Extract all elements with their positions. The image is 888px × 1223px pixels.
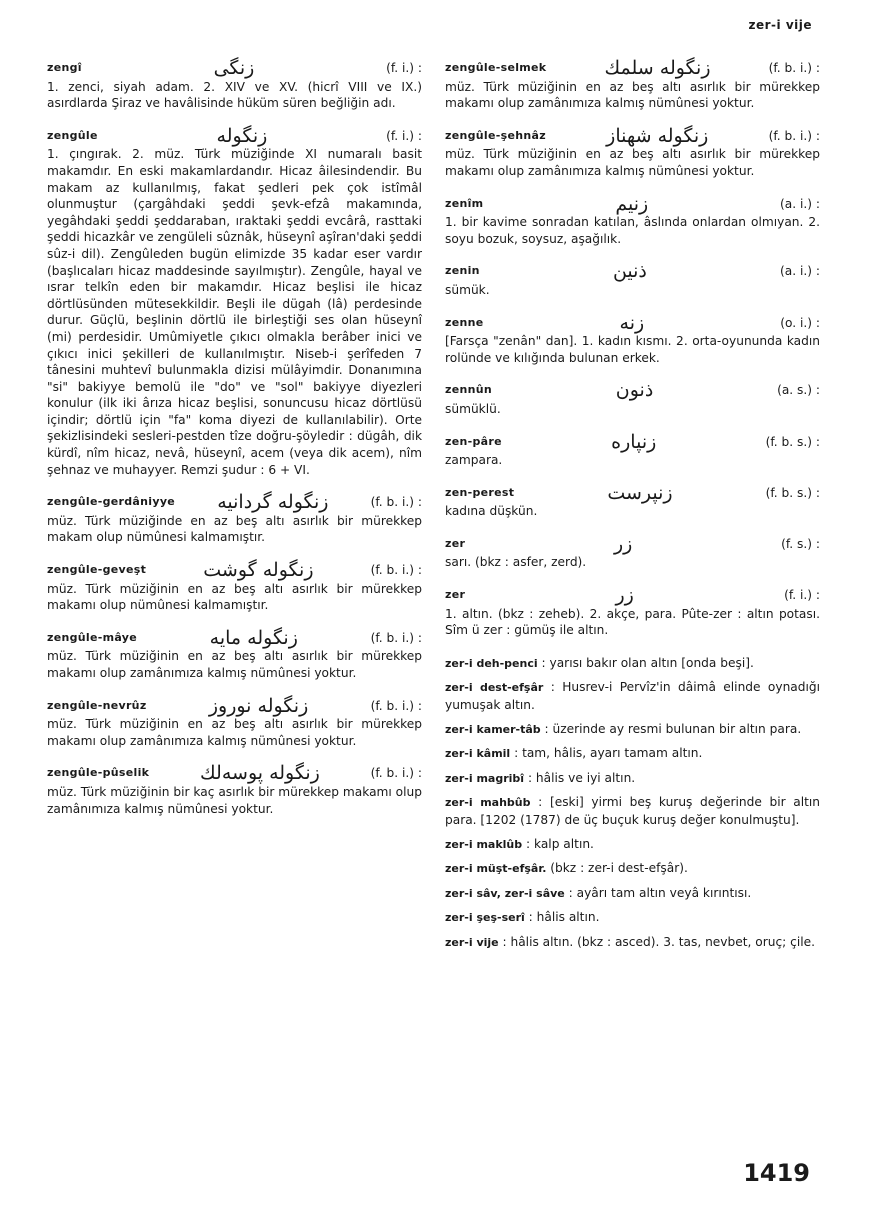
entry-headline (445, 532, 820, 555)
entry-headline (445, 379, 820, 402)
arabic-script: زنه (619, 311, 645, 334)
grammar-tag: (f. b. i.) : (370, 563, 422, 578)
definition: müz. Türk müziğinde en az beş altı asırlık bir mürekkep makam olup nümûnesi kalmamıştır. (47, 513, 422, 545)
entry-headline (445, 481, 820, 504)
dictionary-entry (445, 532, 820, 571)
dictionary-entry (445, 124, 820, 180)
grammar-tag: (f. b. i.) : (370, 495, 422, 510)
entry-headline (445, 124, 820, 147)
entry-headline (47, 694, 422, 717)
headword: zer (445, 588, 466, 602)
headword: zengûle-mâye (47, 630, 137, 644)
arabic-script: زنگوله (216, 124, 268, 147)
dictionary-entry (445, 860, 820, 878)
definition: müz. Türk müziğinin en az beş altı asırlık bir mürekkep makamı olup zamânımıza kalmış nümûnesi yoktur. (445, 147, 820, 178)
dictionary-entry (47, 491, 422, 546)
definition: hâlis ve iyi altın. (535, 770, 636, 785)
headword: zenin (445, 264, 480, 278)
dictionary-entry (445, 934, 820, 952)
entry-headline (445, 192, 820, 215)
definition: sarı. (bkz : asfer, zerd). (445, 555, 587, 570)
definition: ayârı tam altın veyâ kırıntısı. (576, 885, 752, 900)
definition: sümük. (445, 282, 490, 297)
definition: zampara. (445, 453, 503, 468)
definition: müz. Türk müziğinin en az beş altı asırlık bir mürekkep makamı olup zamânımıza kalmış nümûnesi yoktur. (445, 79, 820, 111)
headword: zengûle (47, 128, 98, 142)
definition: yarısı bakır olan altın [onda beşi]. (549, 655, 754, 670)
headword: zer-i deh-penci (445, 656, 538, 670)
dictionary-entry (445, 794, 820, 828)
arabic-script: زنگوله شهناز (606, 124, 709, 147)
arabic-script: زر (613, 532, 633, 555)
arabic-script: زنگوله گوشت (203, 559, 314, 582)
definition: tam, hâlis, ayarı tamam altın. (522, 746, 703, 761)
dictionary-entry (47, 559, 422, 614)
running-head: zer-i vije (748, 18, 812, 32)
grammar-tag: (f. b. i.) : (768, 61, 820, 75)
dictionary-entry (47, 762, 422, 817)
headword: zengûle-geveşt (47, 563, 147, 577)
headword: zengûle-selmek (445, 61, 547, 74)
headword: zer-i maklûb (445, 837, 523, 851)
grammar-tag: (f. i.) : (386, 128, 422, 143)
definition: [Farsça "zenân" dan]. 1. kadın kısmı. 2. orta-oyununda kadın rolünde ve kılığında bulunan erkek. (445, 334, 820, 365)
definition: kadına düşkün. (445, 504, 538, 519)
headword: zer (445, 536, 466, 550)
arabic-script: ذنون (615, 379, 654, 402)
dictionary-entry (445, 481, 820, 520)
grammar-tag: : (527, 770, 533, 785)
headword: zengûle-gerdâniyye (47, 495, 176, 509)
grammar-tag: (a. s.) : (777, 383, 820, 398)
entry-headline (445, 584, 820, 607)
entry-headline (445, 57, 820, 79)
dictionary-entry (445, 721, 820, 739)
entry-headline (445, 430, 820, 453)
headword: zer-i dest-efşâr (445, 681, 544, 695)
grammar-tag: : (514, 746, 519, 761)
arabic-script: زنگی (213, 57, 255, 79)
entry-headline (47, 762, 422, 785)
dictionary-entry (445, 909, 820, 927)
dictionary-entry (445, 192, 820, 248)
definition: üzerinde ay resmi bulunan bir altın para. (552, 721, 802, 736)
headword: zen-perest (445, 485, 515, 499)
definition: hâlis altın. (bkz : asced). 3. tas, nevbet, oruç; çile. (510, 934, 815, 949)
arabic-script: زر (615, 584, 634, 607)
definition: kalp altın. (534, 836, 594, 851)
grammar-tag: (f. b. i.) : (370, 698, 422, 713)
dictionary-entry (445, 770, 820, 788)
grammar-tag: : (568, 885, 573, 900)
right-column (445, 57, 821, 959)
dictionary-entry (47, 694, 422, 750)
left-column (47, 57, 422, 833)
definition: müz. Türk müziğinin en az beş altı asırlık bir mürekkep makamı olup zamânımıza kalmış nümûnesi yoktur. (47, 649, 422, 680)
entry-headline (47, 491, 422, 514)
definition: müz. Türk müziğinin bir kaç asırlık bir mürekkep makamı olup zamânımıza kalmış nümûnesi yoktur. (47, 784, 422, 816)
dictionary-entry (445, 260, 820, 298)
headword: zer-i kamer-tâb (445, 722, 541, 736)
grammar-tag: (a. i.) : (780, 196, 820, 211)
dictionary-entry (445, 379, 820, 417)
headword: zenîm (445, 196, 484, 210)
headword: zengûle-şehnâz (445, 128, 546, 142)
definition: (bkz : zer-i dest-efşâr). (550, 861, 688, 876)
headword: zer-i müşt-efşâr. (445, 862, 547, 876)
dictionary-entry (445, 311, 820, 367)
arabic-script: زنگوله نوروز (208, 694, 309, 717)
dictionary-entry (445, 57, 820, 112)
grammar-tag: (f. i.) : (784, 588, 820, 603)
entry-headline (445, 311, 820, 334)
grammar-tag: : (550, 680, 555, 695)
dictionary-entry (445, 885, 820, 903)
arabic-script: زنپاره (611, 430, 657, 453)
grammar-tag: (f. b. i.) : (768, 128, 820, 143)
headword: zer-i vije (445, 935, 499, 949)
dictionary-entry (445, 584, 820, 639)
arabic-script: زنگوله پوسه‌لك (200, 762, 320, 785)
entry-headline (47, 124, 422, 147)
dictionary-entry (445, 745, 820, 763)
grammar-tag: (f. b. i.) : (370, 766, 422, 781)
dictionary-entry (445, 430, 820, 469)
definition: 1. bir kavime sonradan katılan, âslında onlardan olmıyan. 2. soyu bozuk, soysuz, aşağılık. (445, 215, 820, 246)
definition: hâlis altın. (536, 910, 600, 925)
headword: zer-i şeş-serî (445, 911, 525, 925)
headword: zennûn (445, 383, 492, 397)
page-number: 1419 (743, 1159, 810, 1187)
headword: zer-i magribî (445, 771, 525, 785)
dictionary-entry (47, 57, 422, 112)
headword: zenne (445, 315, 484, 329)
headword: zer-i kâmil (445, 747, 511, 761)
grammar-tag: (a. i.) : (780, 264, 820, 279)
grammar-tag: : (541, 655, 546, 670)
entry-headline (47, 559, 422, 582)
arabic-script: ذنین (612, 260, 647, 283)
arabic-script: زنیم (615, 192, 649, 215)
grammar-tag: : (526, 836, 531, 851)
grammar-tag: (f. b. i.) : (370, 630, 422, 645)
definition: 1. çıngırak. 2. müz. Türk müziğinde XI numaralı basit makamdır. En eski makamlardandır. Hicaz âilesindendir. Bu makam az kullanılmış, fakat şedleri pek çok istîmâl olunmuştur (çargâhdaki şeddi şevk-efzâ makamında, yegâhdaki şeddi şeddaraban, ıraktaki şeddi evcârâ, rasttaki şeddi hicazkâr ve zengüleli sûznâk, hüseynî aşîran'daki şeddi sûz-i dil). Zengûleden bugün elimizde 35 kadar eser vardır (başlıcaları hicaz maddesinde sayılmıştır). Zengûle, hayal ve ısrar telkîn eden bir makamdır. Hicaz beşlisi ile hicaz dörtlüsünden mütesekkildir. Beşli ile dügah (lâ) perdesinde durur. Güçlü, beşlinin dörtlü ile birleştiği ses olan hüseynî (mi) perdesidir. Umûmiyetle çıkıcı olmakla berâber inici ve çıkıcı inici şekilleri de kullanılmıştır. Niseb-i şerîfeden 7 tânesini muhtevî bulunmakla dizisi mülâyimdir. Donanımına "si" bakiyye bemolü ile "do" ve "sol" bakiyye diyezleri konulur (ilk iki ârıza hicaz beşlisi, sonuncusu hicaz dörtlüsü içindir; dörtlü için "fa" koma diyezi de kullanılabilir). Orte şekizlisindeki sesleri-pestden tîze doğru-şöyledir : dügâh, dik kürdî, nîm hicaz, nevâ, hüseynî, acem (veya dik acem), nîm şehnaz ve muhayyer. Remzi şudur : 6 + VI. (47, 147, 422, 477)
dictionary-entry (47, 124, 422, 478)
headword: zen-pâre (445, 434, 502, 448)
dictionary-entry (47, 626, 422, 682)
arabic-script: زنپرست (607, 481, 673, 504)
definition: Husrev-i Pervîz'in dâimâ elinde oynadığı yumuşak altın. (445, 680, 821, 713)
grammar-tag: : (502, 934, 507, 949)
definition: 1. altın. (bkz : zeheb). 2. akçe, para. Pûte-zer : altın potası. Sîm ü zer : gümüş ile altın. (445, 606, 820, 638)
arabic-script: زنگوله گردانیه (217, 491, 329, 514)
arabic-script: زنگوله مایه (209, 626, 298, 649)
definition: müz. Türk müziğinin en az beş altı asırlık bir mürekkep makamı olup zamânımıza kalmış nümûnesi yoktur. (47, 717, 422, 748)
grammar-tag: : (538, 795, 543, 810)
headword: zengûle-pûselik (47, 766, 150, 780)
grammar-tag: (f. b. s.) : (765, 485, 820, 500)
grammar-tag: (f. i.) : (386, 61, 422, 75)
grammar-tag: (f. b. s.) : (765, 434, 820, 449)
headword: zer-i mahbûb (445, 796, 531, 810)
dictionary-entry (445, 655, 820, 673)
grammar-tag: (o. i.) : (780, 315, 820, 330)
dictionary-entry (445, 836, 820, 854)
grammar-tag: (f. s.) : (781, 536, 820, 551)
definition: [eski] yirmi beş kuruş değerinde bir altın para. [1202 (1787) de üç buçuk kuruş değer konulmuştu]. (445, 795, 821, 827)
definition: 1. zenci, siyah adam. 2. XIV ve XV. (hicrî VIII ve IX.) asırdlarda Şiraz ve havâlisinde hüküm süren beğliğin adı. (47, 79, 422, 111)
definition: müz. Türk müziğinin en az beş altı asırlık bir mürekkep makamı olup nümûnesi kalmamıştır. (47, 581, 422, 613)
definition: sümüklü. (445, 401, 501, 416)
headword: zengî (47, 61, 82, 74)
grammar-tag: : (528, 910, 533, 925)
entry-headline (47, 626, 422, 649)
headword: zer-i sâv, zer-i sâve (445, 886, 565, 900)
arabic-script: زنگوله سلمك (604, 57, 711, 79)
entry-headline (47, 57, 422, 79)
grammar-tag: : (544, 721, 549, 736)
entry-headline (445, 260, 820, 283)
headword: zengûle-nevrûz (47, 698, 147, 712)
dictionary-entry (445, 679, 820, 713)
